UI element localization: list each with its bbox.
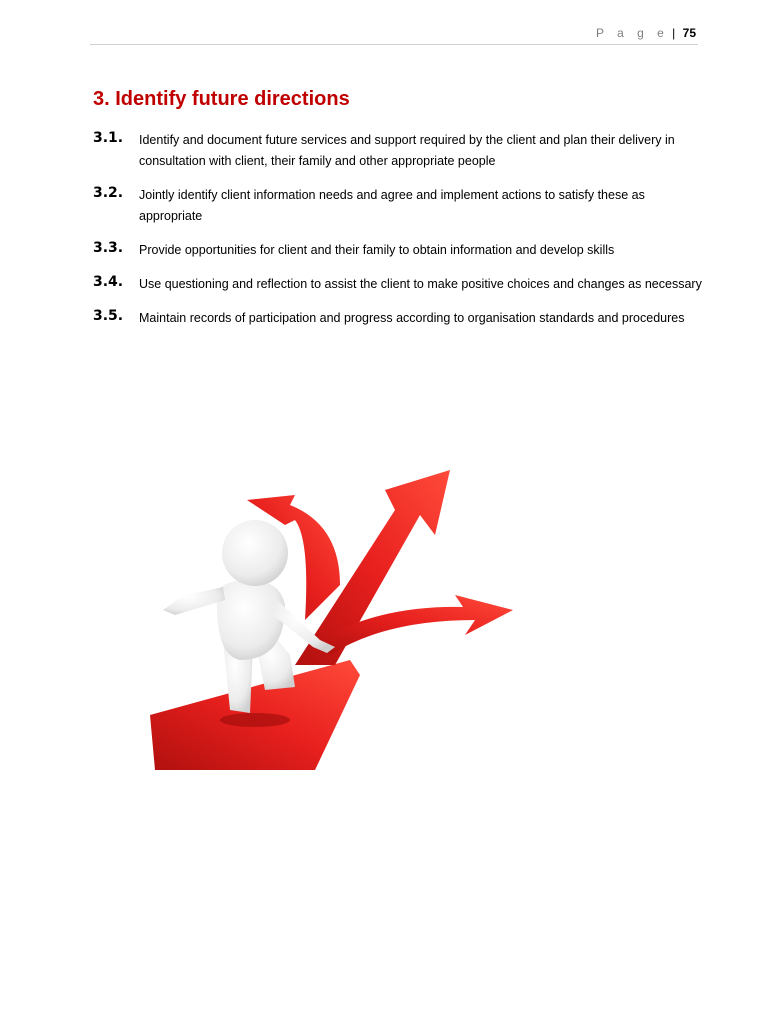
list-item <box>93 274 703 295</box>
item-number: 3.5. <box>93 308 124 324</box>
item-text: Identify and document future services and support required by the client and plan their delivery in consultation with client, their family and other appropriate people <box>139 133 675 168</box>
section-title: 3. Identify future directions <box>93 88 350 110</box>
page-number: 75 <box>682 26 696 40</box>
list-item <box>93 240 703 261</box>
item-text: Provide opportunities for client and their family to obtain information and develop skills <box>139 243 615 257</box>
item-number: 3.3. <box>93 240 124 256</box>
list-item <box>93 308 703 329</box>
item-number: 3.2. <box>93 185 124 201</box>
figure-head <box>222 520 288 586</box>
item-text: Maintain records of participation and progress according to organisation standards and procedures <box>139 311 685 325</box>
page-number-label <box>596 26 696 40</box>
list-item <box>93 130 703 172</box>
arrows-figure-graphic <box>145 415 525 780</box>
item-text: Jointly identify client information needs and agree and implement actions to satisfy these as appropriate <box>139 188 645 223</box>
page-separator: | <box>672 26 676 40</box>
crossroads-illustration <box>145 415 525 780</box>
page-header <box>90 24 698 45</box>
item-number: 3.4. <box>93 274 124 290</box>
list-item <box>93 185 703 227</box>
item-number: 3.1. <box>93 130 124 146</box>
criteria-list <box>93 130 703 342</box>
item-text: Use questioning and reflection to assist the client to make positive choices and changes as necessary <box>139 277 702 291</box>
page-word: P a g e <box>596 26 669 40</box>
figure-arm-left <box>163 587 225 615</box>
